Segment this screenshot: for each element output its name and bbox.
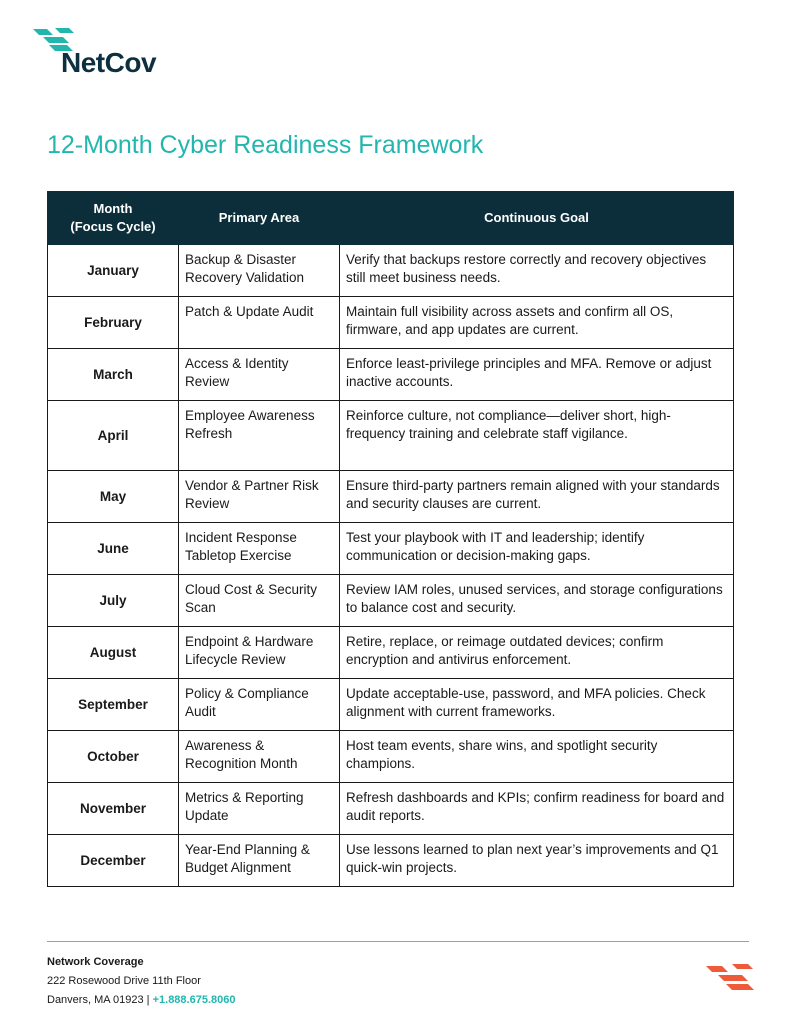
month-cell: July	[48, 575, 179, 627]
month-cell: April	[48, 401, 179, 471]
footer-contact	[47, 953, 235, 1010]
area-cell: Incident Response Tabletop Exercise	[179, 523, 340, 575]
area-cell: Endpoint & Hardware Lifecycle Review	[179, 627, 340, 679]
month-cell: June	[48, 523, 179, 575]
footer-divider	[47, 941, 749, 942]
header-continuous-goal: Continuous Goal	[340, 192, 734, 245]
goal-cell: Maintain full visibility across assets and confirm all OS, firmware, and app updates are current.	[340, 297, 734, 349]
header-month-line1: Month	[93, 201, 133, 216]
goal-cell: Reinforce culture, not compliance—deliver short, high-frequency training and celebrate staff vigilance.	[340, 401, 734, 471]
footer-address-line: 222 Rosewood Drive 11th Floor	[47, 975, 201, 987]
header-month	[48, 192, 179, 245]
table-row	[48, 471, 734, 523]
goal-cell: Enforce least-privilege principles and MFA. Remove or adjust inactive accounts.	[340, 349, 734, 401]
goal-cell: Use lessons learned to plan next year’s improvements and Q1 quick-win projects.	[340, 835, 734, 887]
month-cell: December	[48, 835, 179, 887]
goal-cell: Review IAM roles, unused services, and storage configurations to balance cost and security.	[340, 575, 734, 627]
netcov-logo	[33, 26, 183, 76]
header-primary-area: Primary Area	[179, 192, 340, 245]
table-row	[48, 349, 734, 401]
goal-cell: Update acceptable-use, password, and MFA policies. Check alignment with current frameworks.	[340, 679, 734, 731]
goal-cell: Retire, replace, or reimage outdated devices; confirm encryption and antivirus enforcement.	[340, 627, 734, 679]
month-cell: November	[48, 783, 179, 835]
table-row	[48, 575, 734, 627]
table-row	[48, 679, 734, 731]
area-cell: Year-End Planning & Budget Alignment	[179, 835, 340, 887]
area-cell: Access & Identity Review	[179, 349, 340, 401]
framework-table	[47, 191, 734, 887]
table-row	[48, 297, 734, 349]
area-cell: Patch & Update Audit	[179, 297, 340, 349]
table-row	[48, 523, 734, 575]
area-cell: Backup & Disaster Recovery Validation	[179, 245, 340, 297]
month-cell: March	[48, 349, 179, 401]
table-row	[48, 731, 734, 783]
table-row	[48, 401, 734, 471]
table-row	[48, 835, 734, 887]
header-month-line2: (Focus Cycle)	[70, 219, 156, 234]
footer-city-phone-line	[47, 991, 235, 1010]
area-cell: Awareness & Recognition Month	[179, 731, 340, 783]
month-cell: January	[48, 245, 179, 297]
goal-cell: Test your playbook with IT and leadership; identify communication or decision-making gaps.	[340, 523, 734, 575]
logo-wordmark: NetCov	[61, 47, 157, 78]
area-cell: Metrics & Reporting Update	[179, 783, 340, 835]
netcov-footer-mark-icon	[706, 962, 758, 996]
table-row	[48, 627, 734, 679]
month-cell: September	[48, 679, 179, 731]
goal-cell: Verify that backups restore correctly and recovery objectives still meet business needs.	[340, 245, 734, 297]
area-cell: Employee Awareness Refresh	[179, 401, 340, 471]
goal-cell: Host team events, share wins, and spotlight security champions.	[340, 731, 734, 783]
table-header-row	[48, 192, 734, 245]
footer-company-name: Network Coverage	[47, 956, 144, 968]
table-row	[48, 783, 734, 835]
month-cell: August	[48, 627, 179, 679]
footer-city: Danvers, MA 01923 |	[47, 994, 153, 1006]
month-cell: February	[48, 297, 179, 349]
area-cell: Vendor & Partner Risk Review	[179, 471, 340, 523]
page-title: 12-Month Cyber Readiness Framework	[47, 131, 484, 159]
month-cell: May	[48, 471, 179, 523]
footer-phone-link[interactable]: +1.888.675.8060	[152, 994, 236, 1006]
goal-cell: Ensure third-party partners remain aligned with your standards and security clauses are current.	[340, 471, 734, 523]
area-cell: Cloud Cost & Security Scan	[179, 575, 340, 627]
area-cell: Policy & Compliance Audit	[179, 679, 340, 731]
table-row	[48, 245, 734, 297]
month-cell: October	[48, 731, 179, 783]
goal-cell: Refresh dashboards and KPIs; confirm readiness for board and audit reports.	[340, 783, 734, 835]
